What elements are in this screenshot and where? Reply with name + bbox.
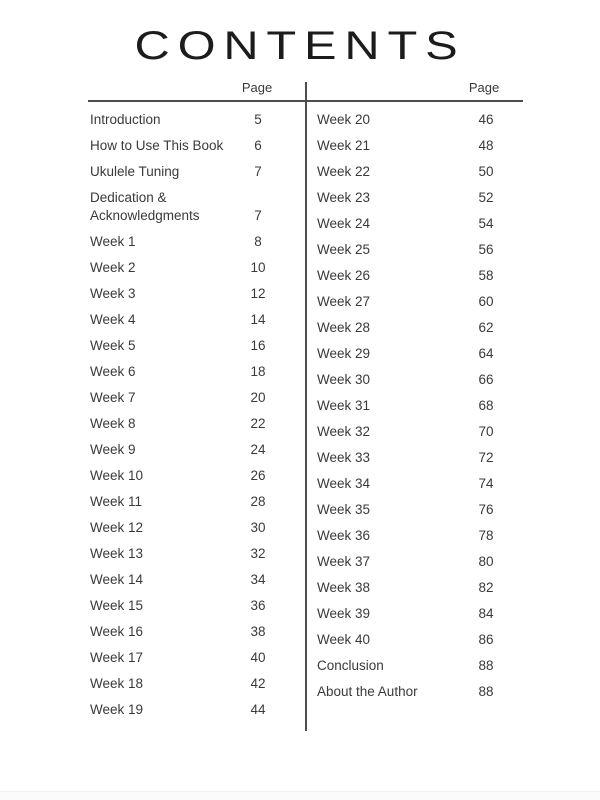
entry-title: Week 23 xyxy=(317,190,371,205)
toc-entry xyxy=(90,163,306,181)
toc-column-right xyxy=(306,111,523,727)
entry-title: Week 22 xyxy=(317,164,371,179)
entry-page-number: 5 xyxy=(254,112,262,127)
toc-entry xyxy=(317,527,523,545)
entry-page-number: 54 xyxy=(478,216,494,231)
toc-entry xyxy=(317,215,523,233)
toc-entry xyxy=(317,579,523,597)
entry-title: Week 28 xyxy=(317,320,371,335)
entry-title: Week 8 xyxy=(90,416,136,431)
entry-title: Week 24 xyxy=(317,216,371,231)
entry-page-number: 14 xyxy=(250,312,266,327)
entry-page-number: 64 xyxy=(478,346,494,361)
entry-page-number: 34 xyxy=(250,572,266,587)
toc-entry xyxy=(317,397,523,415)
entry-title: Week 16 xyxy=(90,624,144,639)
entry-title: Week 38 xyxy=(317,580,371,595)
entry-title: Week 30 xyxy=(317,372,371,387)
entry-page-number: 46 xyxy=(478,112,494,127)
entry-page-number: 6 xyxy=(254,138,262,153)
entry-title: Week 39 xyxy=(317,606,371,621)
entry-title: Week 2 xyxy=(90,260,136,275)
entry-title: Week 17 xyxy=(90,650,144,665)
entry-title: Week 9 xyxy=(90,442,136,457)
toc-entry xyxy=(317,137,523,155)
entry-page-number: 8 xyxy=(254,234,262,249)
entry-title: Week 6 xyxy=(90,364,136,379)
entry-title: Week 3 xyxy=(90,286,136,301)
toc-entry xyxy=(90,337,306,355)
entry-title: Week 7 xyxy=(90,390,136,405)
entry-page-number: 66 xyxy=(478,372,494,387)
toc-entry xyxy=(317,449,523,467)
entry-page-number: 16 xyxy=(250,338,266,353)
entry-title: Week 35 xyxy=(317,502,371,517)
toc-entry xyxy=(317,501,523,519)
entry-page-number: 88 xyxy=(478,684,494,699)
entry-title: Week 40 xyxy=(317,632,371,647)
entry-page-number: 40 xyxy=(250,650,266,665)
column-divider xyxy=(305,82,307,731)
entry-page-number: 78 xyxy=(478,528,494,543)
entry-page-number: 56 xyxy=(478,242,494,257)
toc-entry xyxy=(317,241,523,259)
scan-bottom-edge xyxy=(0,791,600,800)
toc-entry xyxy=(90,675,306,693)
toc-entry xyxy=(317,293,523,311)
entry-page-number: 36 xyxy=(250,598,266,613)
toc-entry xyxy=(90,623,306,641)
toc-entry xyxy=(90,493,306,511)
entry-page-number: 50 xyxy=(478,164,494,179)
entry-title: Week 5 xyxy=(90,338,136,353)
page-column-header-left: Page xyxy=(241,80,273,95)
entry-title: Week 33 xyxy=(317,450,371,465)
entry-title: Week 32 xyxy=(317,424,371,439)
entry-title: Week 25 xyxy=(317,242,371,257)
entry-title: Week 11 xyxy=(90,494,143,509)
toc-entry xyxy=(90,467,306,485)
entry-title: Week 4 xyxy=(90,312,136,327)
entry-page-number: 48 xyxy=(478,138,494,153)
toc-entry xyxy=(317,345,523,363)
entry-page-number: 62 xyxy=(478,320,494,335)
entry-page-number: 80 xyxy=(478,554,494,569)
table-of-contents xyxy=(88,72,523,727)
entry-title: Week 10 xyxy=(90,468,144,483)
toc-entry xyxy=(317,163,523,181)
entry-page-number: 68 xyxy=(478,398,494,413)
toc-entry xyxy=(90,311,306,329)
entry-title: Ukulele Tuning xyxy=(90,164,180,179)
toc-entry xyxy=(317,319,523,337)
toc-entry xyxy=(90,259,306,277)
entry-page-number: 10 xyxy=(250,260,266,275)
entry-title: Dedication & Acknowledgments xyxy=(90,190,200,223)
entry-title: Introduction xyxy=(90,112,161,127)
toc-column-left xyxy=(88,111,306,727)
entry-page-number: 44 xyxy=(250,702,266,717)
entry-page-number: 58 xyxy=(478,268,494,283)
toc-entry xyxy=(90,571,306,589)
entry-page-number: 30 xyxy=(250,520,266,535)
toc-entry xyxy=(90,137,306,155)
entry-page-number: 72 xyxy=(478,450,494,465)
entry-title: Week 36 xyxy=(317,528,371,543)
toc-entry xyxy=(90,519,306,537)
toc-entry xyxy=(90,233,306,251)
toc-entry xyxy=(90,649,306,667)
toc-entry xyxy=(317,683,523,701)
entry-title: Week 19 xyxy=(90,702,144,717)
toc-entry xyxy=(90,285,306,303)
entry-title: Week 13 xyxy=(90,546,144,561)
toc-entry xyxy=(90,389,306,407)
toc-entry xyxy=(317,631,523,649)
entry-title: Week 12 xyxy=(90,520,144,535)
entry-title: How to Use This Book xyxy=(90,138,224,153)
entry-page-number: 74 xyxy=(478,476,494,491)
toc-entry xyxy=(317,475,523,493)
entry-title: Week 31 xyxy=(317,398,371,413)
toc-entry xyxy=(317,657,523,675)
page-title: CONTENTS xyxy=(134,24,466,68)
toc-entry xyxy=(90,415,306,433)
toc-entry xyxy=(90,189,306,225)
entry-title: Week 14 xyxy=(90,572,144,587)
entry-page-number: 84 xyxy=(478,606,494,621)
toc-entry xyxy=(90,701,306,719)
toc-entry xyxy=(317,111,523,129)
entry-title: Week 21 xyxy=(317,138,371,153)
entry-page-number: 38 xyxy=(250,624,266,639)
entry-title: Week 26 xyxy=(317,268,371,283)
entry-page-number: 70 xyxy=(478,424,494,439)
entry-page-number: 82 xyxy=(478,580,494,595)
toc-entry xyxy=(90,597,306,615)
entry-title: Week 29 xyxy=(317,346,371,361)
toc-entry xyxy=(317,267,523,285)
entry-title: Week 1 xyxy=(90,234,136,249)
entry-title: About the Author xyxy=(317,684,418,699)
toc-entry xyxy=(90,111,306,129)
entry-title: Week 27 xyxy=(317,294,371,309)
toc-entry xyxy=(317,605,523,623)
entry-page-number: 22 xyxy=(250,416,266,431)
entry-page-number: 88 xyxy=(478,658,494,673)
entry-page-number: 60 xyxy=(478,294,494,309)
entry-page-number: 86 xyxy=(478,632,494,647)
toc-entry xyxy=(90,363,306,381)
toc-entry xyxy=(317,189,523,207)
toc-entry xyxy=(90,441,306,459)
entry-page-number: 7 xyxy=(254,208,262,223)
entry-page-number: 52 xyxy=(478,190,494,205)
entry-page-number: 26 xyxy=(250,468,266,483)
entry-title: Conclusion xyxy=(317,658,384,673)
entry-page-number: 42 xyxy=(250,676,266,691)
entry-title: Week 34 xyxy=(317,476,371,491)
entry-page-number: 76 xyxy=(478,502,494,517)
entry-page-number: 20 xyxy=(250,390,266,405)
page-column-header-right: Page xyxy=(468,80,500,95)
entry-page-number: 32 xyxy=(250,546,266,561)
entry-title: Week 18 xyxy=(90,676,144,691)
entry-title: Week 37 xyxy=(317,554,371,569)
entry-title: Week 15 xyxy=(90,598,144,613)
entry-page-number: 28 xyxy=(250,494,266,509)
entry-title: Week 20 xyxy=(317,112,371,127)
entry-page-number: 7 xyxy=(254,164,262,179)
toc-entry xyxy=(90,545,306,563)
toc-entry xyxy=(317,553,523,571)
entry-page-number: 12 xyxy=(250,286,266,301)
toc-entry xyxy=(317,371,523,389)
toc-entry xyxy=(317,423,523,441)
entry-page-number: 18 xyxy=(250,364,266,379)
entry-page-number: 24 xyxy=(250,442,266,457)
